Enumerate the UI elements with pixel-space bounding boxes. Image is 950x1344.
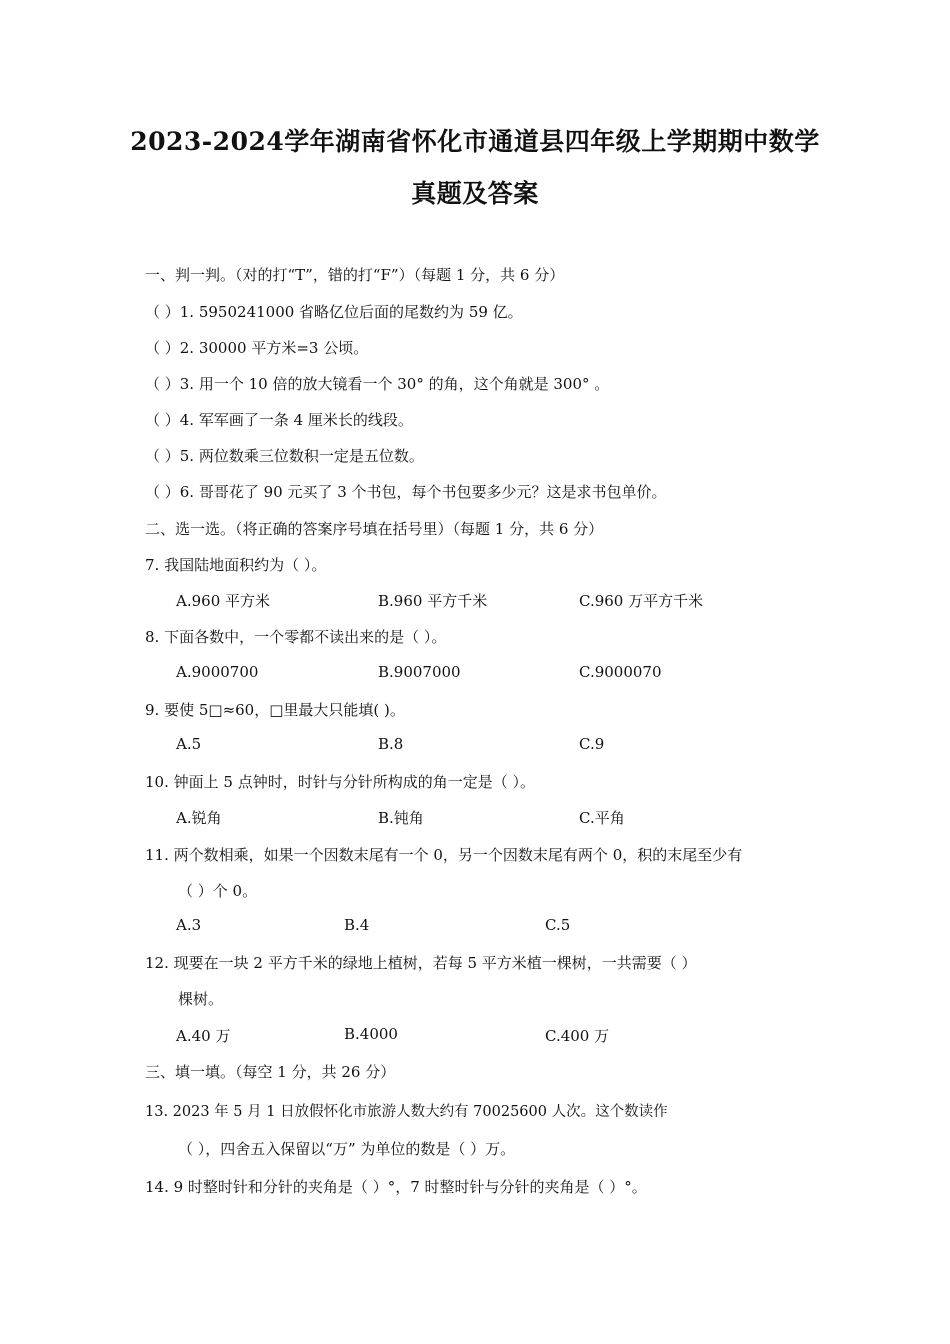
section-1-heading: 一、判一判。（对的打“T”，错的打“F”）（每题 1 分，共 6 分） (145, 266, 565, 284)
question-12-option-c: C.400 万 (545, 1027, 610, 1045)
question-7-option-c: C.960 万平方千米 (579, 592, 704, 610)
question-12-stem-line-2: 棵树。 (178, 990, 224, 1008)
section-3-heading: 三、填一填。（每空 1 分，共 26 分） (145, 1063, 396, 1081)
question-10-stem: 10. 钟面上 5 点钟时，时针与分针所构成的角一定是（ ）。 (145, 773, 535, 791)
question-13-line-1: 13. 2023 年 5 月 1 日放假怀化市旅游人数大约有 70025600 人次。这个数读作 (145, 1104, 668, 1120)
question-10-option-c: C.平角 (579, 809, 625, 827)
judge-item-3: （ ）3. 用一个 10 倍的放大镜看一个 30° 的角，这个角就是 300° 。 (145, 375, 610, 393)
question-8-option-c: C.9000070 (579, 663, 662, 681)
question-11-option-a: A.3 (176, 916, 202, 934)
question-12-stem-line-1: 12. 现要在一块 2 平方千米的绿地上植树，若每 5 平方米植一棵树，一共需要（ ） (145, 954, 697, 972)
question-11-stem-line-1: 11. 两个数相乘，如果一个因数末尾有一个 0，另一个因数末尾有两个 0，积的末尾至少有 (145, 846, 743, 864)
judge-item-2: （ ）2. 30000 平方米=3 公顷。 (145, 339, 369, 357)
judge-item-6: （ ）6. 哥哥花了 90 元买了 3 个书包，每个书包要多少元？这是求书包单价。 (145, 483, 667, 501)
judge-item-5: （ ）5. 两位数乘三位数积一定是五位数。 (145, 447, 424, 465)
judge-item-4: （ ）4. 军军画了一条 4 厘米长的线段。 (145, 411, 413, 429)
section-2-heading: 二、选一选。（将正确的答案序号填在括号里）（每题 1 分，共 6 分） (145, 520, 604, 538)
question-11-stem-line-2: （ ）个 0。 (178, 882, 258, 900)
document-title-line-2: 真题及答案 (411, 179, 539, 208)
question-7-option-a: A.960 平方米 (176, 592, 270, 610)
question-9-option-a: A.5 (176, 735, 202, 753)
judge-item-1: （ ）1. 5950241000 省略亿位后面的尾数约为 59 亿。 (145, 303, 523, 321)
question-11-option-b: B.4 (344, 916, 370, 934)
question-12-option-b: B.4000 (344, 1025, 398, 1043)
question-9-stem: 9. 要使 5□≈60，□里最大只能填( )。 (145, 701, 405, 719)
question-8-option-a: A.9000700 (176, 663, 259, 681)
question-7-stem: 7. 我国陆地面积约为（ ）。 (145, 556, 327, 574)
question-8-option-b: B.9007000 (378, 663, 461, 681)
question-13-line-2: （ ），四舍五入保留以“万” 为单位的数是（ ）万。 (178, 1140, 516, 1158)
question-12-option-a: A.40 万 (176, 1027, 231, 1045)
question-10-option-b: B.钝角 (378, 809, 424, 827)
question-8-stem: 8. 下面各数中，一个零都不读出来的是（ ）。 (145, 628, 447, 646)
question-7-option-b: B.960 平方千米 (378, 592, 488, 610)
question-9-option-b: B.8 (378, 735, 404, 753)
question-11-option-c: C.5 (545, 916, 571, 934)
document-title-line-1: 2023-2024学年湖南省怀化市通道县四年级上学期期中数学 (130, 127, 820, 156)
question-9-option-c: C.9 (579, 735, 605, 753)
question-14: 14. 9 时整时针和分针的夹角是（ ）°，7 时整时针与分针的夹角是（ ）°。 (145, 1178, 647, 1196)
question-10-option-a: A.锐角 (176, 809, 222, 827)
